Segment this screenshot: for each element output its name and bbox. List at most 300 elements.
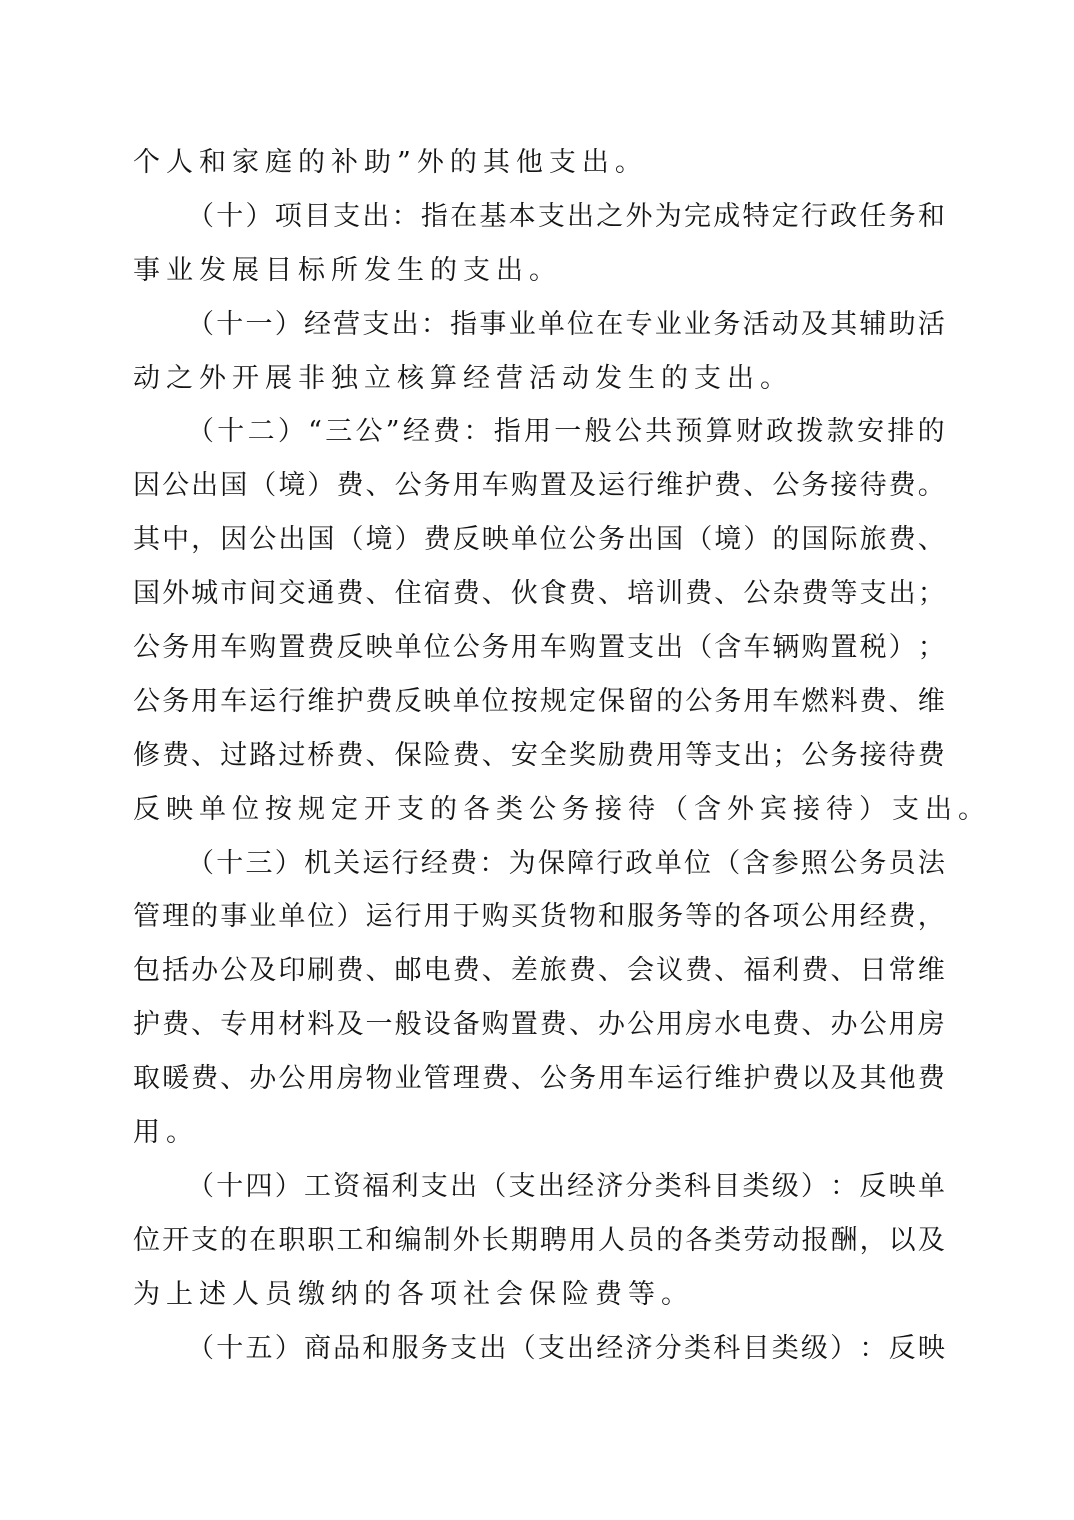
text-char: 规 xyxy=(298,793,331,825)
text-char: 单 xyxy=(654,847,682,879)
text-char: 含 xyxy=(694,793,727,825)
text-char: 的 xyxy=(656,685,684,717)
text-char: 项 xyxy=(430,1278,463,1310)
text-char: 一 xyxy=(245,308,273,340)
text-char: 等 xyxy=(685,739,713,771)
text-char: 十 xyxy=(216,308,244,340)
text-char: 障 xyxy=(567,847,595,879)
text-line xyxy=(133,1268,945,1322)
text-char: 目 xyxy=(303,200,331,232)
text-char: 取 xyxy=(133,1063,160,1095)
text-char: ） xyxy=(336,901,364,933)
text-char: 出 xyxy=(278,524,306,556)
text-char: 。 xyxy=(661,1278,694,1310)
text-char: 维 xyxy=(656,470,684,502)
text-char: 的 xyxy=(430,254,463,286)
text-char: 费 xyxy=(888,470,916,502)
text-line xyxy=(133,459,945,513)
text-char: 费 xyxy=(162,1009,190,1041)
text-char: 的 xyxy=(917,416,945,448)
text-char: 际 xyxy=(830,524,858,556)
text-char: 十 xyxy=(216,1170,244,1202)
text-char: 旅 xyxy=(539,955,567,987)
text-char: 支 xyxy=(191,1224,219,1256)
text-char: 运 xyxy=(362,847,390,879)
text-char: 排 xyxy=(887,416,915,448)
text-char: 、 xyxy=(830,955,858,987)
text-char: 安 xyxy=(510,739,538,771)
text-char: 指 xyxy=(420,200,448,232)
text-char: 职 xyxy=(307,1224,335,1256)
text-char: 经 xyxy=(463,362,496,394)
text-char: 反 xyxy=(394,685,422,717)
text-char: 其 xyxy=(859,1063,887,1095)
text-char: 位 xyxy=(683,847,711,879)
text-char: 活 xyxy=(917,308,945,340)
text-char: 接 xyxy=(830,470,858,502)
text-char: ） xyxy=(743,524,771,556)
text-char: 的 xyxy=(191,901,219,933)
text-char: 庭 xyxy=(265,147,298,178)
text-char: 费 xyxy=(685,955,713,987)
text-char: 务 xyxy=(888,200,916,232)
text-char: 置 xyxy=(539,470,567,502)
text-char: 任 xyxy=(859,200,887,232)
text-char: 公 xyxy=(220,955,248,987)
text-char: 算 xyxy=(430,362,463,394)
text-char: 公 xyxy=(772,470,800,502)
text-char: 映 xyxy=(423,685,451,717)
text-char: 利 xyxy=(391,1170,419,1202)
text-char: 费 xyxy=(452,955,480,987)
text-char: 为 xyxy=(654,200,682,232)
text-char: 出 xyxy=(362,200,390,232)
text-char: 费 xyxy=(336,739,364,771)
text-char: 、 xyxy=(714,578,742,610)
text-char: 务 xyxy=(830,739,858,771)
text-char: 费 xyxy=(336,578,364,610)
text-char: ） xyxy=(800,1170,828,1202)
text-char: 国 xyxy=(133,578,160,610)
text-char: 动 xyxy=(771,308,799,340)
text-char: 分 xyxy=(654,1332,682,1364)
text-char: 他 xyxy=(515,147,549,178)
text-char: 其 xyxy=(830,308,858,340)
text-char: 用 xyxy=(743,685,771,717)
text-char: 位 xyxy=(232,793,265,825)
text-char: 伙 xyxy=(510,578,538,610)
text-char: （ xyxy=(685,524,713,556)
text-char: 人 xyxy=(598,1224,625,1256)
text-char: 规 xyxy=(539,685,567,717)
text-char: 的 xyxy=(430,793,463,825)
text-char: 十 xyxy=(216,200,244,232)
text-char: 反 xyxy=(452,524,480,556)
text-char: 支 xyxy=(627,632,655,664)
text-char: 政 xyxy=(625,847,653,879)
text-char: ， xyxy=(191,524,219,556)
text-char: 办 xyxy=(249,1063,277,1095)
text-char: 购 xyxy=(568,632,596,664)
text-char: （ xyxy=(713,847,741,879)
text-char: 、 xyxy=(714,955,742,987)
text-char: （ xyxy=(249,470,277,502)
text-char: 保 xyxy=(529,1278,562,1310)
text-char: 位 xyxy=(567,308,595,340)
text-char: 以 xyxy=(801,1063,829,1095)
text-char: 维 xyxy=(714,1063,742,1095)
text-char: 经 xyxy=(596,1332,624,1364)
text-char: 纳 xyxy=(331,1278,364,1310)
text-char: ； xyxy=(917,578,945,610)
text-char: 险 xyxy=(423,739,451,771)
text-char: 及 xyxy=(917,1224,945,1256)
text-char: 费 xyxy=(452,739,480,771)
text-char: ： xyxy=(859,1332,887,1364)
text-char: 人 xyxy=(166,147,199,178)
text-char: 括 xyxy=(162,955,190,987)
text-char: 营 xyxy=(333,308,361,340)
text-char: 发 xyxy=(595,362,628,394)
text-char: 事 xyxy=(220,901,248,933)
text-char: 公 xyxy=(614,416,642,448)
text-char: ： xyxy=(391,200,419,232)
text-char: 用 xyxy=(598,1063,625,1095)
text-char: 货 xyxy=(539,901,567,933)
text-char: 费 xyxy=(772,1063,800,1095)
text-char: 务 xyxy=(568,1063,596,1095)
text-char: 公 xyxy=(539,1063,567,1095)
text-char: 于 xyxy=(452,901,480,933)
text-char: 、 xyxy=(917,524,945,556)
text-char: 外 xyxy=(727,793,760,825)
text-char: 公 xyxy=(133,685,160,717)
text-char: 反 xyxy=(133,793,166,825)
text-char: 劳 xyxy=(743,1224,771,1256)
text-char: 通 xyxy=(307,578,335,610)
text-char: 。 xyxy=(614,147,648,178)
text-char: （ xyxy=(187,1170,214,1202)
text-char: ； xyxy=(772,739,800,771)
text-char: 之 xyxy=(166,362,199,394)
text-char: 费 xyxy=(888,901,916,933)
text-char: 费 xyxy=(162,739,190,771)
text-char: 行 xyxy=(391,847,419,879)
text-char: 间 xyxy=(249,578,277,610)
text-char: 映 xyxy=(166,793,199,825)
text-line xyxy=(133,244,945,298)
text-char: 、 xyxy=(191,739,219,771)
text-char: 安 xyxy=(857,416,885,448)
text-char: 以 xyxy=(888,1224,916,1256)
text-char: 经 xyxy=(420,847,448,879)
text-char: 刷 xyxy=(307,955,335,987)
text-char: 生 xyxy=(628,362,661,394)
text-char: 反 xyxy=(859,1170,887,1202)
text-char: 财 xyxy=(735,416,763,448)
text-char: 专 xyxy=(220,1009,248,1041)
text-char: 国 xyxy=(801,524,829,556)
text-char: 务 xyxy=(656,901,684,933)
text-char: 费 xyxy=(336,955,364,987)
text-char: 境 xyxy=(278,470,306,502)
text-char: 接 xyxy=(793,793,826,825)
text-line xyxy=(133,729,945,783)
text-char: ： xyxy=(830,1170,858,1202)
text-char: 反 xyxy=(336,632,364,664)
text-char: 的 xyxy=(772,524,800,556)
text-char: 活 xyxy=(742,308,770,340)
text-char: ） xyxy=(274,1332,302,1364)
text-char: 的 xyxy=(298,147,331,178)
text-char: 非 xyxy=(298,362,331,394)
text-char: 经 xyxy=(567,1170,595,1202)
text-char: 务 xyxy=(162,632,190,664)
text-char: 护 xyxy=(336,685,364,717)
text-char: 科 xyxy=(683,1170,711,1202)
text-char: 、 xyxy=(598,578,625,610)
text-char: 出 xyxy=(627,524,655,556)
text-char: 目 xyxy=(265,254,298,286)
text-char: 和 xyxy=(362,1332,390,1364)
text-char: ” xyxy=(385,416,400,448)
text-line xyxy=(133,1160,945,1214)
text-line xyxy=(133,1052,945,1106)
text-char: 费 xyxy=(481,1063,509,1095)
text-char: 外 xyxy=(625,200,653,232)
text-char: 燃 xyxy=(801,685,829,717)
text-char: 置 xyxy=(510,1009,538,1041)
text-char: 补 xyxy=(331,147,364,178)
text-char: 映 xyxy=(917,1332,945,1364)
text-char: 出 xyxy=(581,147,615,178)
text-char: 中 xyxy=(162,524,190,556)
text-char: 电 xyxy=(423,955,451,987)
text-char: 单 xyxy=(452,685,480,717)
text-char: ） xyxy=(394,524,422,556)
text-char: 济 xyxy=(625,1332,653,1364)
text-char: 支 xyxy=(892,793,925,825)
text-char: 运 xyxy=(656,1063,684,1095)
text-char: 车 xyxy=(539,632,567,664)
text-char: 、 xyxy=(365,739,393,771)
text-line xyxy=(133,783,991,837)
text-char: 。 xyxy=(760,362,793,394)
text-char: 独 xyxy=(331,362,364,394)
text-line xyxy=(133,944,945,998)
text-char: 三 xyxy=(325,416,353,448)
text-char: 费 xyxy=(714,470,742,502)
text-char: 品 xyxy=(333,1332,361,1364)
text-char: 类 xyxy=(496,793,529,825)
text-char: 支 xyxy=(420,1170,448,1202)
text-char: 奖 xyxy=(568,739,596,771)
text-char: 十 xyxy=(216,1332,244,1364)
text-char: 公 xyxy=(859,1009,887,1041)
text-char: 单 xyxy=(510,524,538,556)
text-char: 单 xyxy=(199,793,232,825)
text-char: 的 xyxy=(661,362,694,394)
text-line xyxy=(133,837,945,891)
text-char: 服 xyxy=(627,901,655,933)
text-char: （ xyxy=(187,200,214,232)
text-char: 置 xyxy=(598,632,625,664)
text-char: 开 xyxy=(364,793,397,825)
text-char: 电 xyxy=(743,1009,771,1041)
text-char: 支 xyxy=(859,578,887,610)
text-char: 食 xyxy=(539,578,567,610)
text-char: 物 xyxy=(365,1063,393,1095)
text-char: 发 xyxy=(199,254,232,286)
text-char: 位 xyxy=(423,632,451,664)
text-char: 级 xyxy=(771,1170,799,1202)
text-char: 购 xyxy=(510,470,538,502)
text-char: 支 xyxy=(463,254,496,286)
text-char: 理 xyxy=(162,901,190,933)
text-char: 出 xyxy=(450,1170,478,1202)
text-char: 分 xyxy=(625,1170,653,1202)
text-char: 工 xyxy=(336,1224,364,1256)
text-char: 和 xyxy=(598,901,625,933)
text-char: 用 xyxy=(249,1009,277,1041)
text-char: 、 xyxy=(365,578,393,610)
text-char: 出 xyxy=(727,362,760,394)
text-char: 外 xyxy=(162,578,190,610)
text-char: 用 xyxy=(191,685,219,717)
text-char: 费 xyxy=(423,524,451,556)
text-char: 事 xyxy=(479,308,507,340)
text-char: （ xyxy=(187,847,214,879)
text-char: 照 xyxy=(800,847,828,879)
text-char: 按 xyxy=(265,793,298,825)
text-char: 用 xyxy=(423,901,451,933)
text-char: 保 xyxy=(537,847,565,879)
text-char: 费 xyxy=(627,739,655,771)
text-line xyxy=(133,405,945,459)
text-char: 公 xyxy=(743,578,771,610)
text-char: 因 xyxy=(133,470,160,502)
text-char: 费 xyxy=(433,416,461,448)
text-char: 务 xyxy=(423,470,451,502)
text-char: 行 xyxy=(278,685,306,717)
text-char: 运 xyxy=(598,470,625,502)
text-line xyxy=(133,621,945,675)
text-char: 路 xyxy=(249,739,277,771)
text-char: 及 xyxy=(800,308,828,340)
text-char: 公 xyxy=(568,524,596,556)
text-char: 、 xyxy=(365,470,393,502)
text-char: 车 xyxy=(627,1063,655,1095)
text-char: 及 xyxy=(336,1009,364,1041)
text-char: 开 xyxy=(232,362,265,394)
text-char: 商 xyxy=(303,1332,331,1364)
text-char: 宾 xyxy=(760,793,793,825)
text-char: 、 xyxy=(191,1009,219,1041)
text-char: 发 xyxy=(364,254,397,286)
text-char: 位 xyxy=(307,901,335,933)
text-line xyxy=(133,998,945,1052)
text-char: 述 xyxy=(199,1278,232,1310)
document-body xyxy=(133,136,991,1375)
text-char: 水 xyxy=(714,1009,742,1041)
text-char: 车 xyxy=(772,685,800,717)
text-char: 本 xyxy=(508,200,536,232)
text-char: 公 xyxy=(394,470,422,502)
text-char: 接 xyxy=(859,739,887,771)
text-char: 购 xyxy=(481,1009,509,1041)
text-char: 的 xyxy=(220,1224,248,1256)
text-char: 行 xyxy=(596,847,624,879)
text-char: 修 xyxy=(133,739,160,771)
text-char: 支 xyxy=(508,1170,536,1202)
text-char: 为 xyxy=(133,1278,166,1310)
text-char: 邮 xyxy=(394,955,422,987)
text-char: 支 xyxy=(333,200,361,232)
text-char: 外 xyxy=(452,1224,480,1256)
text-char: 、 xyxy=(510,1063,538,1095)
text-char: 缴 xyxy=(298,1278,331,1310)
text-char: 、 xyxy=(220,1063,248,1095)
text-char: 包 xyxy=(133,955,160,987)
text-char: 桥 xyxy=(307,739,335,771)
text-char: 公 xyxy=(355,416,383,448)
text-char: 用 xyxy=(307,1063,335,1095)
text-char: 物 xyxy=(568,901,596,933)
text-char: 接 xyxy=(595,793,628,825)
text-char: ； xyxy=(917,632,945,664)
text-char: 和 xyxy=(365,1224,393,1256)
text-char: 务 xyxy=(420,1332,448,1364)
text-char: 他 xyxy=(888,1063,916,1095)
text-char: 类 xyxy=(742,1170,770,1202)
text-char: 、 xyxy=(481,739,509,771)
text-char: 费 xyxy=(888,524,916,556)
text-char: 印 xyxy=(278,955,306,987)
text-char: 税 xyxy=(859,632,887,664)
text-char: 特 xyxy=(742,200,770,232)
text-char: 含 xyxy=(742,847,770,879)
text-char: 二 xyxy=(247,416,275,448)
text-char: 项 xyxy=(772,901,800,933)
text-char: 动 xyxy=(133,362,166,394)
text-char: 支 xyxy=(397,793,430,825)
text-char: ） xyxy=(245,200,273,232)
text-char: 车 xyxy=(743,632,771,664)
text-char: 理 xyxy=(452,1063,480,1095)
text-char: 住 xyxy=(394,578,422,610)
text-char: 费 xyxy=(450,847,478,879)
text-char: 员 xyxy=(627,1224,655,1256)
text-char: 因 xyxy=(220,524,248,556)
text-char: 险 xyxy=(562,1278,595,1310)
text-char: 房 xyxy=(917,1009,945,1041)
text-line xyxy=(133,1214,945,1268)
text-char: 用 xyxy=(191,632,219,664)
text-char: 备 xyxy=(452,1009,480,1041)
text-char: 国 xyxy=(307,524,335,556)
text-line xyxy=(133,675,945,729)
text-char: （ xyxy=(685,632,713,664)
text-char: 城 xyxy=(191,578,219,610)
text-char: 公 xyxy=(801,739,829,771)
text-char: 单 xyxy=(917,1170,945,1202)
text-char: 五 xyxy=(245,1332,273,1364)
text-char: 费 xyxy=(859,685,887,717)
text-char: 待 xyxy=(826,793,859,825)
text-char: 十 xyxy=(217,416,245,448)
text-char: ） xyxy=(274,847,302,879)
text-line xyxy=(133,890,945,944)
